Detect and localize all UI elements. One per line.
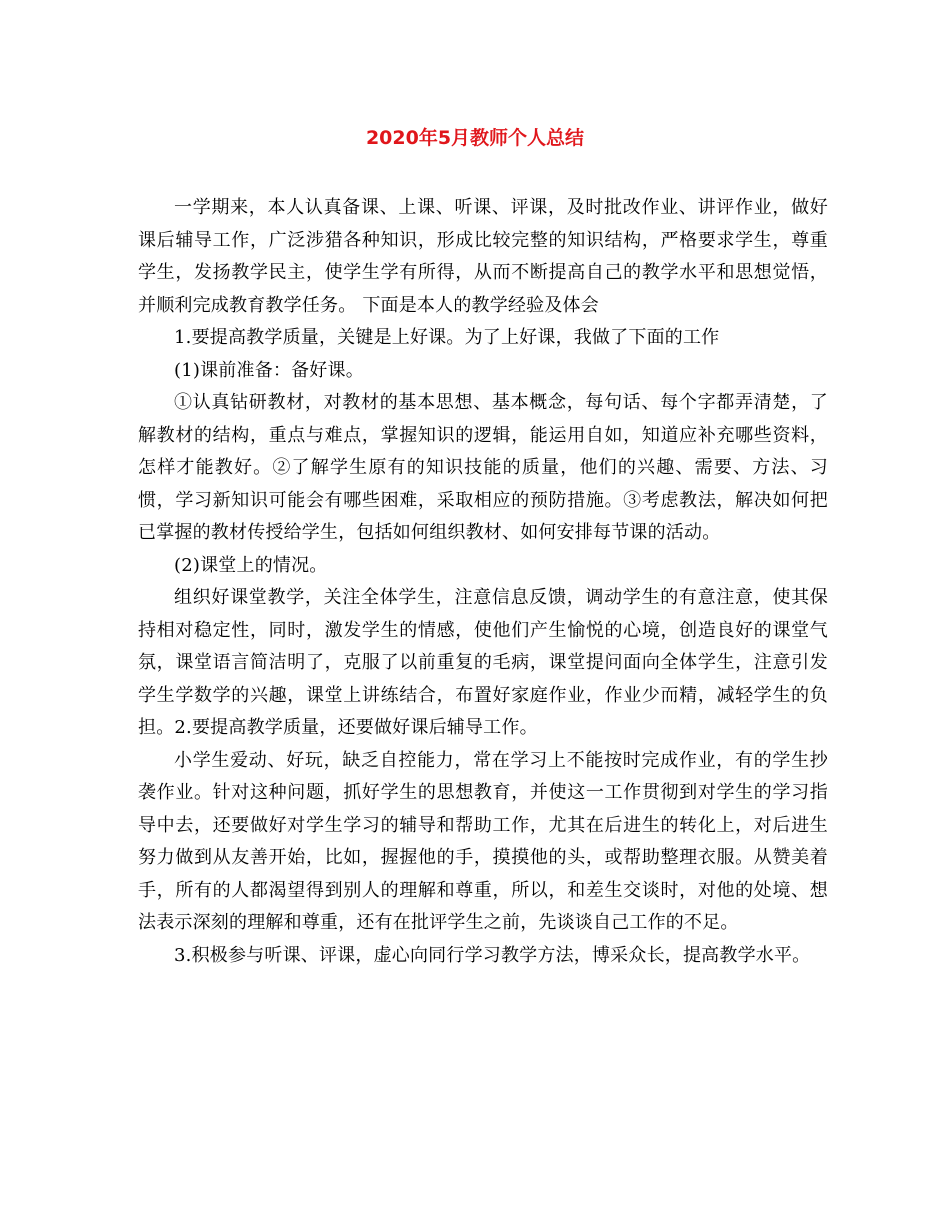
paragraph-preparation-details: ①认真钻研教材，对教材的基本思想、基本概念，每句话、每个字都弄清楚，了解教材的结构，重点与难点，掌握知识的逻辑，能运用自如，知道应补充哪些资料，怎样才能教好。②了解学生原有的知识技能的质量，他们的兴趣、需要、方法、习惯，学习新知识可能会有哪些困难，采取相应的预防措施。③考虑教法，解决如何把已掌握的教材传授给学生，包括如何组织教材、如何安排每节课的活动。 (138, 392, 828, 543)
paragraph-intro: 一学期来，本人认真备课、上课、听课、评课，及时批改作业、讲评作业，做好课后辅导工作，广泛涉猎各种知识，形成比较完整的知识结构，严格要求学生，尊重学生，发扬教学民主，使学生学有所得，从而不断提高自己的教学水平和思想觉悟，并顺利完成教育教学任务。 下面是本人的教学经验及体会 (138, 197, 828, 316)
paragraph-tutoring-details: 小学生爱动、好玩，缺乏自控能力，常在学习上不能按时完成作业，有的学生抄袭作业。针对这种问题，抓好学生的思想教育，并使这一工作贯彻到对学生的学习指导中去，还要做好对学生学习的辅导和帮助工作，尤其在后进生的转化上，对后进生努力做到从友善开始，比如，握握他的手，摸摸他的头，或帮助整理衣服。从赞美着手，所有的人都渴望得到别人的理解和尊重，所以，和差生交谈时，对他的处境、想法表示深刻的理解和尊重，还有在批评学生之前，先谈谈自己工作的不足。 (138, 749, 828, 933)
document-body (138, 192, 828, 972)
paragraph-subpoint-1: (1)课前准备：备好课。 (174, 359, 364, 381)
paragraph-subpoint-2: (2)课堂上的情况。 (174, 554, 328, 576)
document-title: 2020年5月教师个人总结 (365, 127, 585, 149)
paragraph-point-1: 1.要提高教学质量，关键是上好课。为了上好课，我做了下面的工作 (174, 327, 720, 348)
paragraph-point-3: 3.积极参与听课、评课，虚心向同行学习教学方法，博采众长，提高教学水平。 (174, 944, 811, 966)
paragraph-classroom-details: 组织好课堂教学，关注全体学生，注意信息反馈，调动学生的有意注意，使其保持相对稳定性，同时，激发学生的情感，使他们产生愉悦的心境，创造良好的课堂气氛，课堂语言简洁明了，克服了以前重复的毛病，课堂提问面向全体学生，注意引发学生学数学的兴趣，课堂上讲练结合，布置好家庭作业，作业少而精，减轻学生的负担。2.要提高教学质量，还要做好课后辅导工作。 (138, 587, 828, 738)
